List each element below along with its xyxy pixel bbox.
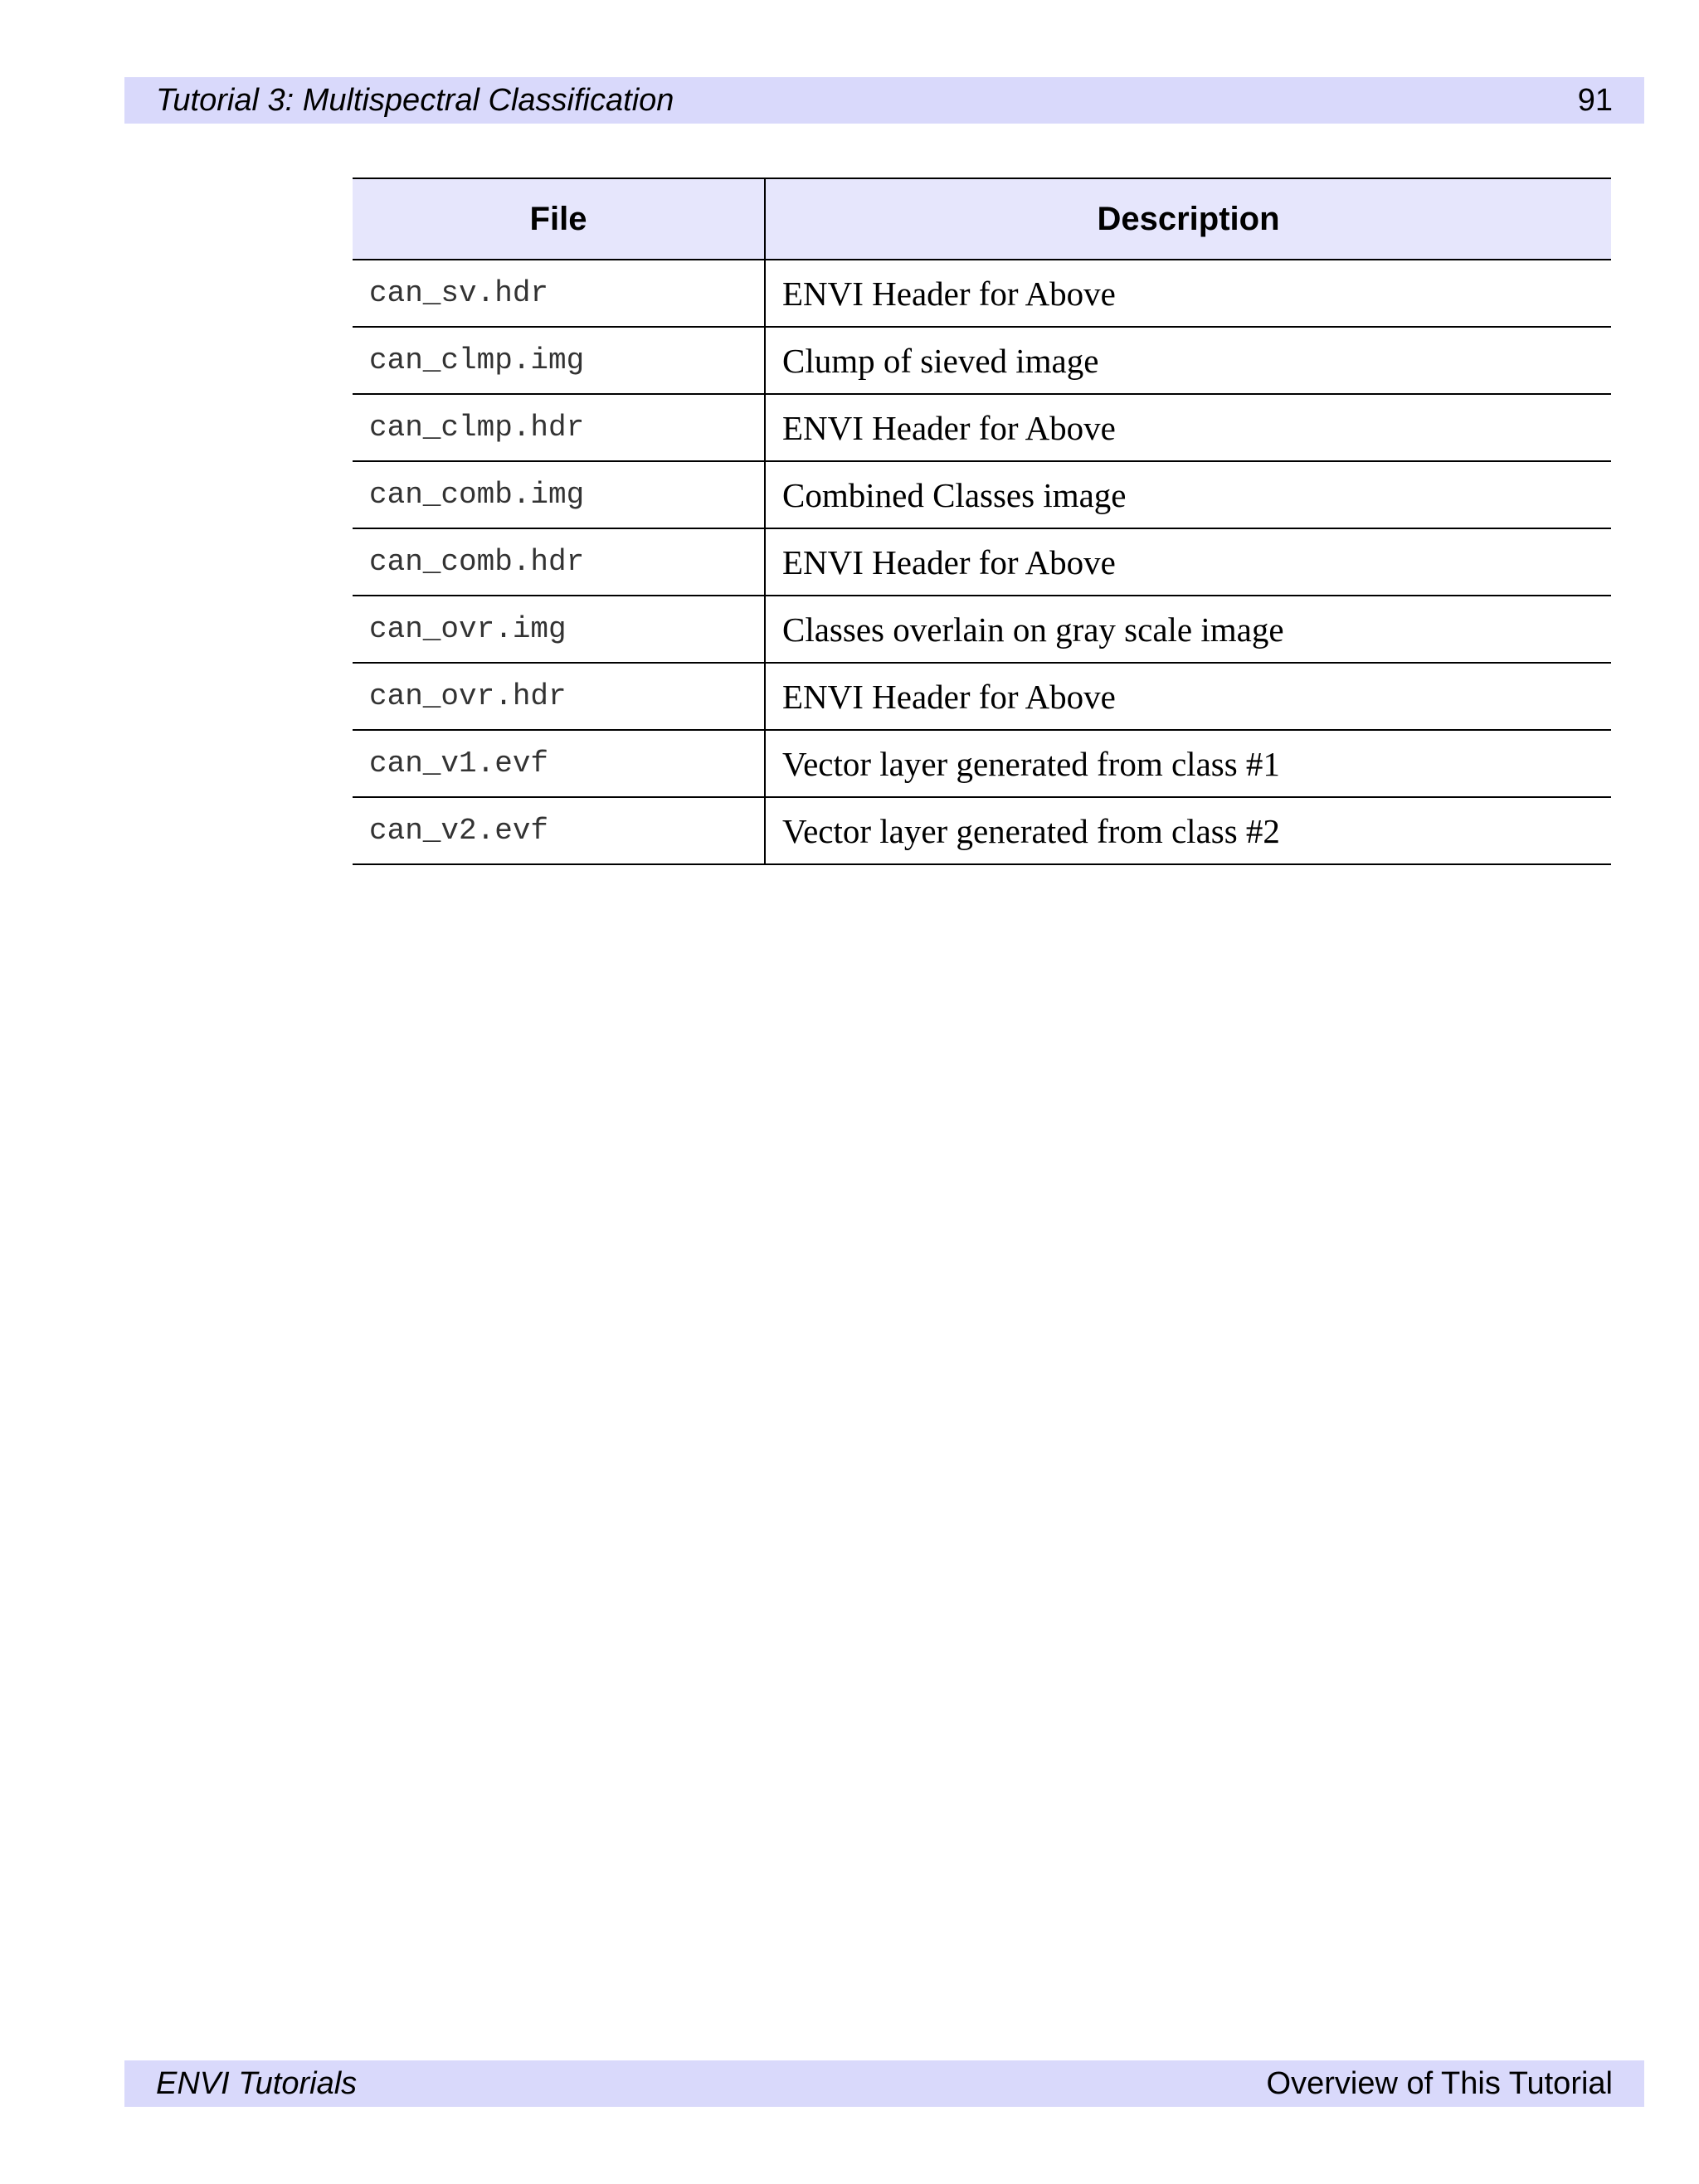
table-row	[353, 260, 1611, 327]
file-description: ENVI Header for Above	[765, 528, 1611, 596]
page-footer	[124, 2060, 1644, 2107]
file-description: ENVI Header for Above	[765, 260, 1611, 327]
file-name: can_ovr.img	[353, 596, 765, 663]
file-name: can_comb.img	[353, 461, 765, 528]
file-name: can_ovr.hdr	[353, 663, 765, 730]
file-description: Classes overlain on gray scale image	[765, 596, 1611, 663]
file-name: can_comb.hdr	[353, 528, 765, 596]
file-description: ENVI Header for Above	[765, 394, 1611, 461]
table-header-row	[353, 178, 1611, 260]
page-header	[124, 77, 1644, 124]
table-row	[353, 663, 1611, 730]
file-name: can_v1.evf	[353, 730, 765, 797]
file-description: Clump of sieved image	[765, 327, 1611, 394]
file-description: Vector layer generated from class #2	[765, 797, 1611, 864]
file-name: can_clmp.hdr	[353, 394, 765, 461]
file-name: can_sv.hdr	[353, 260, 765, 327]
column-header-file: File	[353, 178, 765, 260]
chapter-title: Tutorial 3: Multispectral Classification	[156, 82, 674, 118]
file-name: can_v2.evf	[353, 797, 765, 864]
book-title: ENVI Tutorials	[156, 2065, 358, 2101]
table-row	[353, 730, 1611, 797]
column-header-description: Description	[765, 178, 1611, 260]
file-table	[353, 178, 1611, 865]
page-number: 91	[1577, 82, 1613, 118]
table-row	[353, 394, 1611, 461]
section-title: Overview of This Tutorial	[1266, 2065, 1613, 2101]
table-row	[353, 528, 1611, 596]
table-row	[353, 596, 1611, 663]
table-row	[353, 327, 1611, 394]
table-row	[353, 461, 1611, 528]
file-name: can_clmp.img	[353, 327, 765, 394]
table-row	[353, 797, 1611, 864]
file-description: Vector layer generated from class #1	[765, 730, 1611, 797]
file-description: ENVI Header for Above	[765, 663, 1611, 730]
file-description: Combined Classes image	[765, 461, 1611, 528]
